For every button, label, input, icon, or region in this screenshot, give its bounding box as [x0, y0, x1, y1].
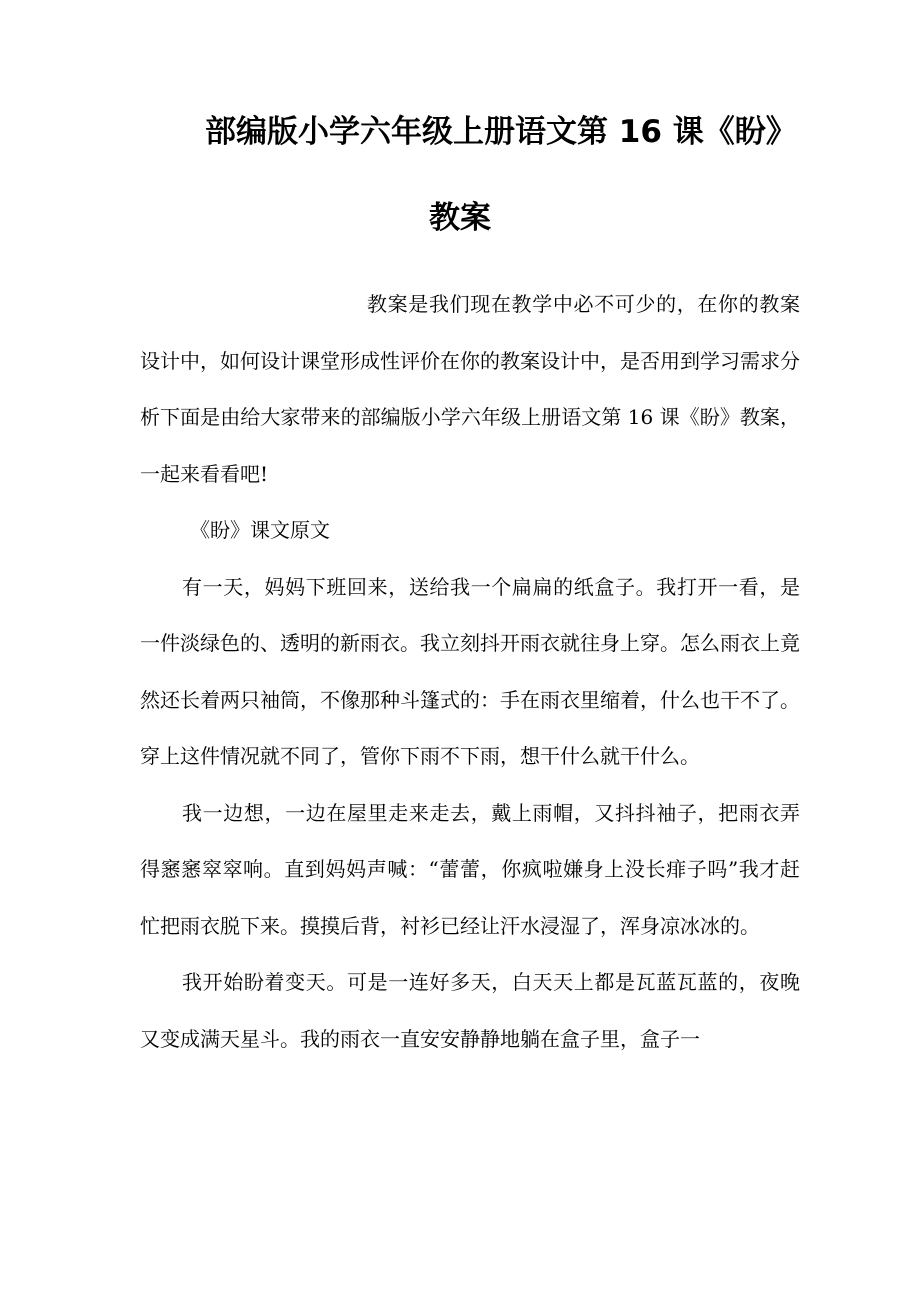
document-body: [140, 276, 800, 1067]
section-heading: 《盼》课文原文: [190, 518, 330, 542]
document-title: 部编版小学六年级上册语文第 16 课《盼》: [205, 114, 797, 150]
intro-paragraph: 教案是我们现在教学中必不可少的，在你的教案设计中，如何设计课堂形成性评价在你的教案设计中，是否用到学习需求分析下面是由给大家带来的部编版小学六年级上册语文第 16 课《盼》教案，一起来看看吧!: [140, 292, 800, 486]
document-title-continued: 教案: [429, 200, 491, 236]
body-paragraph: 我一边想，一边在屋里走来走去，戴上雨帽，又抖抖袖子，把雨衣弄得窸窸窣窣响。直到妈妈声喊：“蕾蕾，你疯啦嫌身上没长痱子吗”我才赶忙把雨衣脱下来。摸摸后背，衬衫已经让汗水浸湿了，浑身凉冰冰的。: [140, 800, 800, 938]
body-paragraph: 我开始盼着变天。可是一连好多天，白天天上都是瓦蓝瓦蓝的，夜晚又变成满天星斗。我的雨衣一直安安静静地躺在盒子里，盒子一: [140, 970, 800, 1051]
body-paragraph: 有一天，妈妈下班回来，送给我一个扁扁的纸盒子。我打开一看，是一件淡绿色的、透明的新雨衣。我立刻抖开雨衣就往身上穿。怎么雨衣上竟然还长着两只袖筒，不像那种斗篷式的：手在雨衣里缩着，什么也干不了。穿上这件情况就不同了，管你下雨不下雨，想干什么就干什么。: [140, 574, 800, 768]
